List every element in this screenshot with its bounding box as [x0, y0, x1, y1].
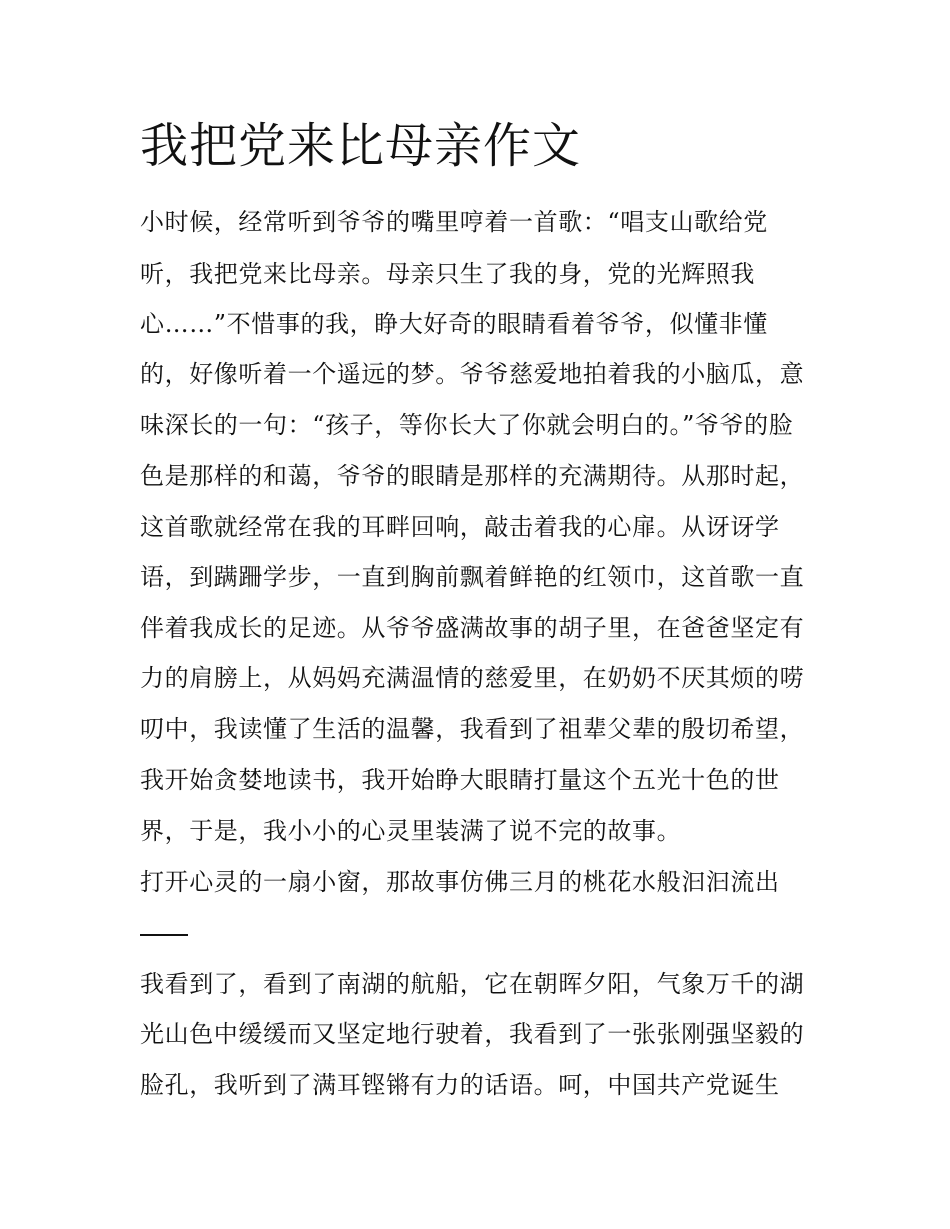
body-line: 这首歌就经常在我的耳畔回响，敲击着我的心扉。从讶讶学	[140, 513, 780, 541]
document-title: 我把党来比母亲作文	[140, 118, 582, 174]
body-line: 小时候，经常听到爷爷的嘴里哼着一首歌：“唱支山歌给党	[140, 208, 768, 236]
body-line: 我看到了，看到了南湖的航船，它在朝晖夕阳，气象万千的湖	[140, 970, 805, 998]
body-line: 听，我把党来比母亲。母亲只生了我的身，党的光辉照我	[140, 260, 755, 288]
body-line: 色是那样的和蔼，爷爷的眼睛是那样的充满期待。从那时起，	[140, 462, 805, 490]
body-line: 界，于是，我小小的心灵里装满了说不完的故事。	[140, 817, 682, 845]
body-line: 脸孔，我听到了满耳铿锵有力的话语。呵，中国共产党诞生	[140, 1071, 780, 1099]
em-dash-rule	[140, 934, 188, 936]
body-line: 打开心灵的一扇小窗，那故事仿佛三月的桃花水般汩汩流出	[140, 868, 780, 896]
body-line: 的，好像听着一个遥远的梦。爷爷慈爱地拍着我的小脑瓜，意	[140, 360, 805, 388]
body-line: 语，到蹒跚学步，一直到胸前飘着鲜艳的红领巾，这首歌一直	[140, 563, 805, 591]
body-line: 光山色中缓缓而又坚定地行驶着，我看到了一张张刚强坚毅的	[140, 1020, 805, 1048]
body-line: 伴着我成长的足迹。从爷爷盛满故事的胡子里，在爸爸坚定有	[140, 614, 805, 642]
body-line: 心……”不惜事的我，睁大好奇的眼睛看着爷爷，似懂非懂	[140, 310, 768, 338]
body-line: 我开始贪婪地读书，我开始睁大眼睛打量这个五光十色的世	[140, 766, 780, 794]
body-line: 味深长的一句：“孩子，等你长大了你就会明白的。”爷爷的脸	[140, 411, 794, 439]
body-line: 力的肩膀上，从妈妈充满温情的慈爱里，在奶奶不厌其烦的唠	[140, 664, 805, 692]
body-line: 叨中，我读懂了生活的温馨，我看到了祖辈父辈的殷切希望，	[140, 715, 805, 743]
